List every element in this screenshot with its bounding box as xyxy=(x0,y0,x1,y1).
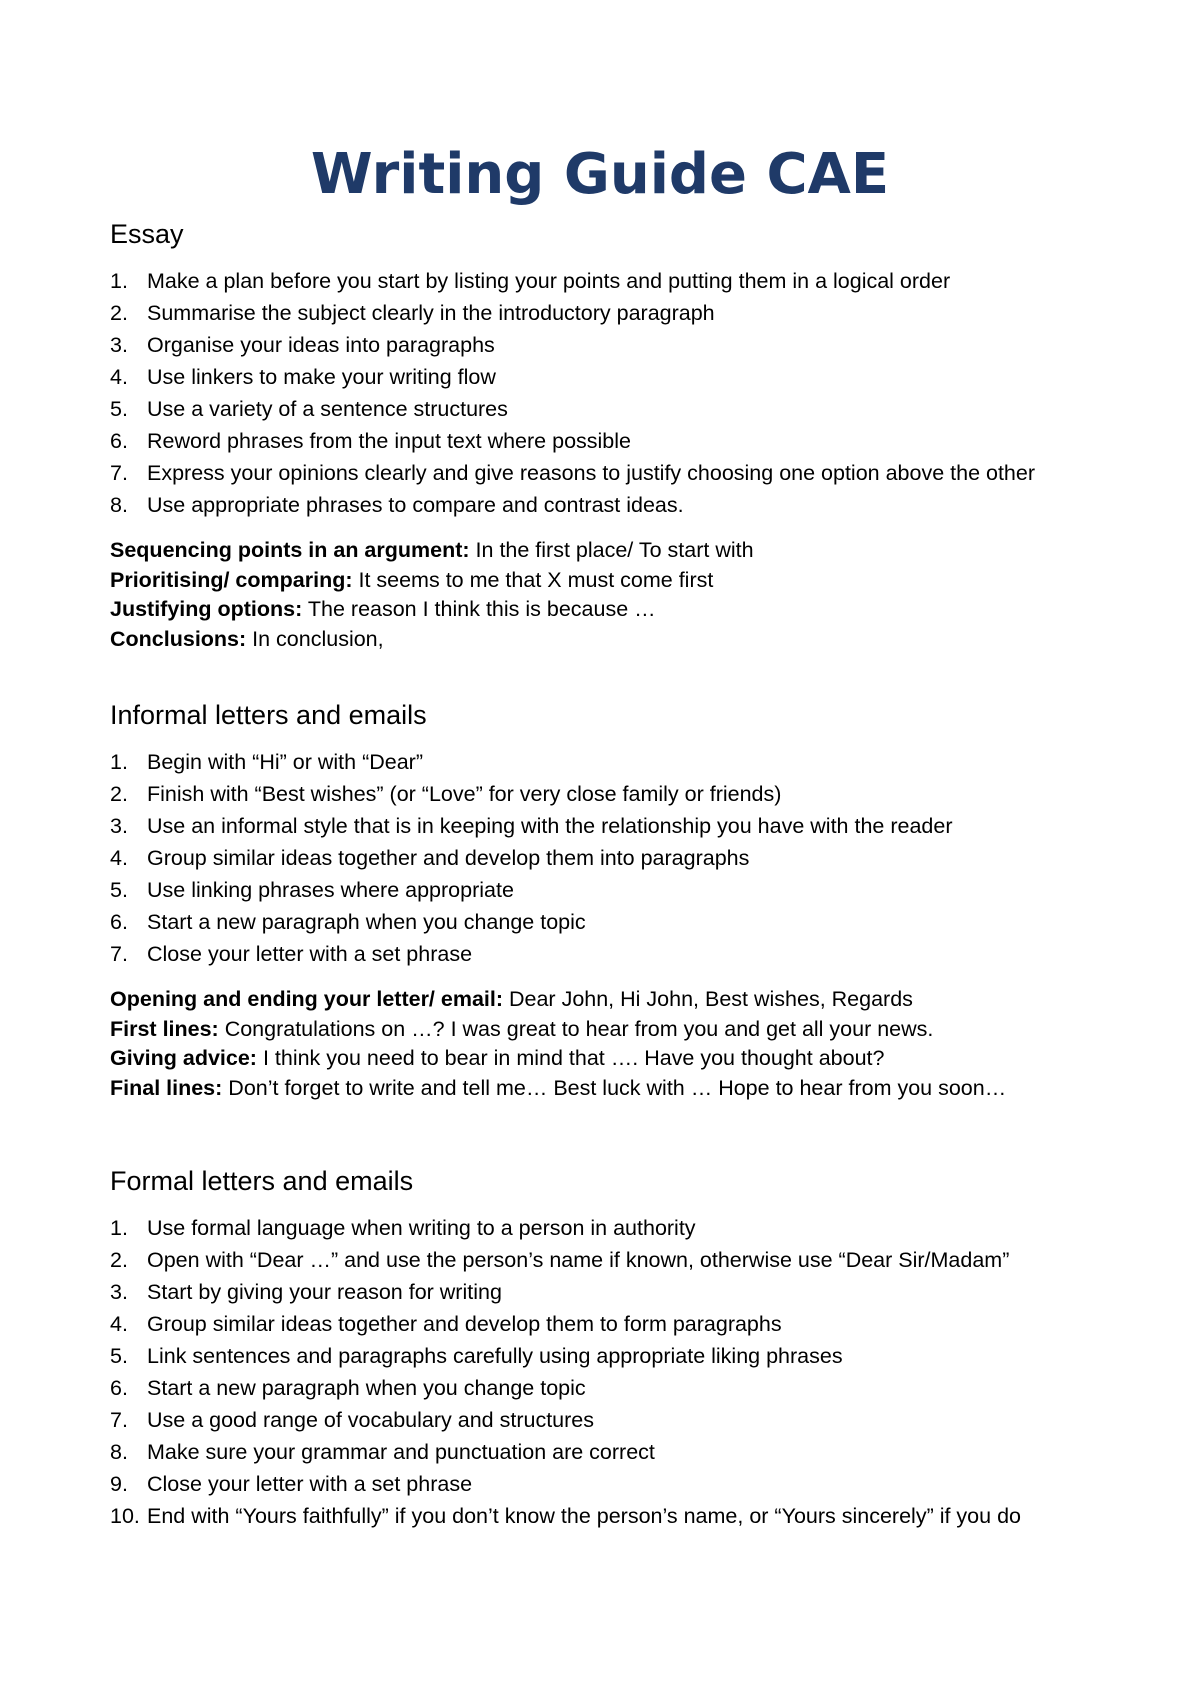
list-item: 6. Start a new paragraph when you change topic xyxy=(110,910,586,934)
phrase-line: Final lines: Don’t forget to write and tell me… Best luck with … Hope to hear from you soon… xyxy=(110,1075,1007,1100)
phrase-line: Justifying options: The reason I think this is because … xyxy=(110,597,656,621)
formal-heading: Formal letters and emails xyxy=(110,1166,414,1196)
page-title: Writing Guide CAE xyxy=(310,142,890,207)
phrase-line: Sequencing points in an argument: In the first place/ To start with xyxy=(110,538,754,562)
list-item: 7. Express your opinions clearly and give reasons to justify choosing one option above the other xyxy=(110,461,1036,485)
list-item: 2. Open with “Dear …” and use the person’s name if known, otherwise use “Dear Sir/Madam” xyxy=(110,1248,1010,1272)
list-item: 1. Use formal language when writing to a person in authority xyxy=(110,1216,696,1240)
list-item: 2. Summarise the subject clearly in the introductory paragraph xyxy=(110,301,715,325)
list-item: 1. Begin with “Hi” or with “Dear” xyxy=(110,750,423,774)
phrase-line: Giving advice: I think you need to bear in mind that …. Have you thought about? xyxy=(110,1046,885,1070)
formal-list xyxy=(110,1212,1110,1532)
list-item: 5. Use a variety of a sentence structures xyxy=(110,397,508,421)
list-item: 1. Make a plan before you start by listing your points and putting them in a logical order xyxy=(110,269,951,293)
list-item: 10. End with “Yours faithfully” if you don’t know the person’s name, or “Yours sincerely” if you do xyxy=(110,1504,1021,1528)
list-item: 7. Use a good range of vocabulary and structures xyxy=(110,1408,594,1432)
list-item: 6. Reword phrases from the input text where possible xyxy=(110,429,631,453)
list-item: 4. Group similar ideas together and develop them to form paragraphs xyxy=(110,1312,782,1336)
list-item: 2. Finish with “Best wishes” (or “Love” for very close family or friends) xyxy=(110,782,782,806)
list-item: 8. Make sure your grammar and punctuation are correct xyxy=(110,1440,655,1464)
phrase-line: Opening and ending your letter/ email: Dear John, Hi John, Best wishes, Regards xyxy=(110,987,913,1011)
essay-section xyxy=(110,216,1110,654)
list-item: 3. Use an informal style that is in keeping with the relationship you have with the reader xyxy=(110,814,953,838)
list-item: 5. Link sentences and paragraphs carefully using appropriate liking phrases xyxy=(110,1344,843,1368)
essay-phrases xyxy=(110,536,1110,654)
formal-section xyxy=(110,1163,1110,1532)
essay-heading: Essay xyxy=(110,219,184,249)
list-item: 4. Use linkers to make your writing flow xyxy=(110,365,496,389)
list-item: 8. Use appropriate phrases to compare and contrast ideas. xyxy=(110,493,684,517)
phrase-line: First lines: Congratulations on …? I was great to hear from you and get all your news. xyxy=(110,1016,934,1041)
informal-phrases xyxy=(110,985,1110,1103)
essay-list xyxy=(110,265,1110,521)
list-item: 7. Close your letter with a set phrase xyxy=(110,942,473,966)
phrase-line: Prioritising/ comparing: It seems to me that X must come first xyxy=(110,567,714,592)
informal-section xyxy=(110,697,1110,1103)
informal-list xyxy=(110,746,1110,970)
list-item: 5. Use linking phrases where appropriate xyxy=(110,878,514,902)
list-item: 6. Start a new paragraph when you change topic xyxy=(110,1376,586,1400)
informal-heading: Informal letters and emails xyxy=(110,700,427,730)
list-item: 9. Close your letter with a set phrase xyxy=(110,1472,473,1496)
phrase-line: Conclusions: In conclusion, xyxy=(110,626,384,651)
list-item: 3. Organise your ideas into paragraphs xyxy=(110,333,495,357)
list-item: 3. Start by giving your reason for writing xyxy=(110,1280,502,1304)
list-item: 4. Group similar ideas together and develop them into paragraphs xyxy=(110,846,750,870)
